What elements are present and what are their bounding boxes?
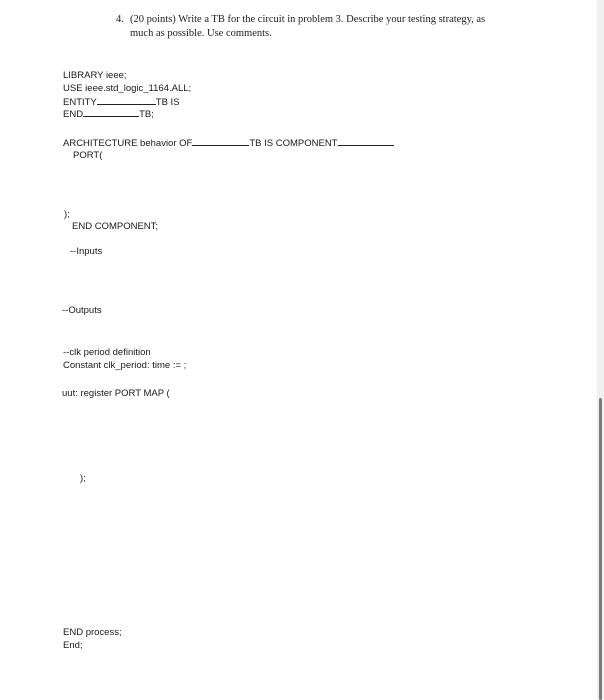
arch-prefix: ARCHITECTURE behavior OF	[63, 138, 193, 149]
end-prefix: END	[63, 109, 84, 120]
question-text-line-2: much as possible. Use comments.	[130, 28, 272, 39]
vertical-scrollbar-thumb[interactable]	[599, 398, 602, 700]
code-outputs-comment: --Outputs	[62, 305, 102, 316]
code-port-map-close: );	[80, 473, 86, 484]
end-name-blank	[83, 108, 139, 117]
arch-middle: TB IS COMPONENT	[249, 138, 338, 149]
entity-suffix: TB IS	[155, 97, 180, 108]
component-name-blank	[338, 137, 394, 146]
end-suffix: TB;	[139, 109, 154, 120]
code-inputs-comment: --Inputs	[70, 246, 103, 257]
arch-name-blank	[192, 137, 249, 146]
entity-name-blank	[97, 96, 156, 105]
code-port-open: PORT(	[73, 150, 103, 161]
code-port-close: );	[64, 209, 70, 220]
code-clk-comment: --clk period definition	[63, 347, 151, 358]
code-uut-port-map: uut: register PORT MAP (	[62, 388, 170, 399]
code-end-line	[63, 108, 154, 121]
code-use: USE ieee.std_logic_1164.ALL;	[63, 83, 192, 94]
code-end-process: END process;	[63, 627, 122, 638]
question-text-line-1: (20 points) Write a TB for the circuit in problem 3. Describe your testing strategy, as	[130, 14, 486, 25]
code-end-final: End;	[63, 640, 83, 651]
code-end-component: END COMPONENT;	[72, 221, 159, 232]
code-clk-constant: Constant clk_period: time := ;	[63, 360, 187, 371]
code-architecture-line	[63, 137, 394, 150]
entity-prefix: ENTITY	[63, 97, 97, 108]
code-library: LIBRARY ieee;	[63, 70, 127, 81]
question-number: 4.	[116, 14, 124, 25]
